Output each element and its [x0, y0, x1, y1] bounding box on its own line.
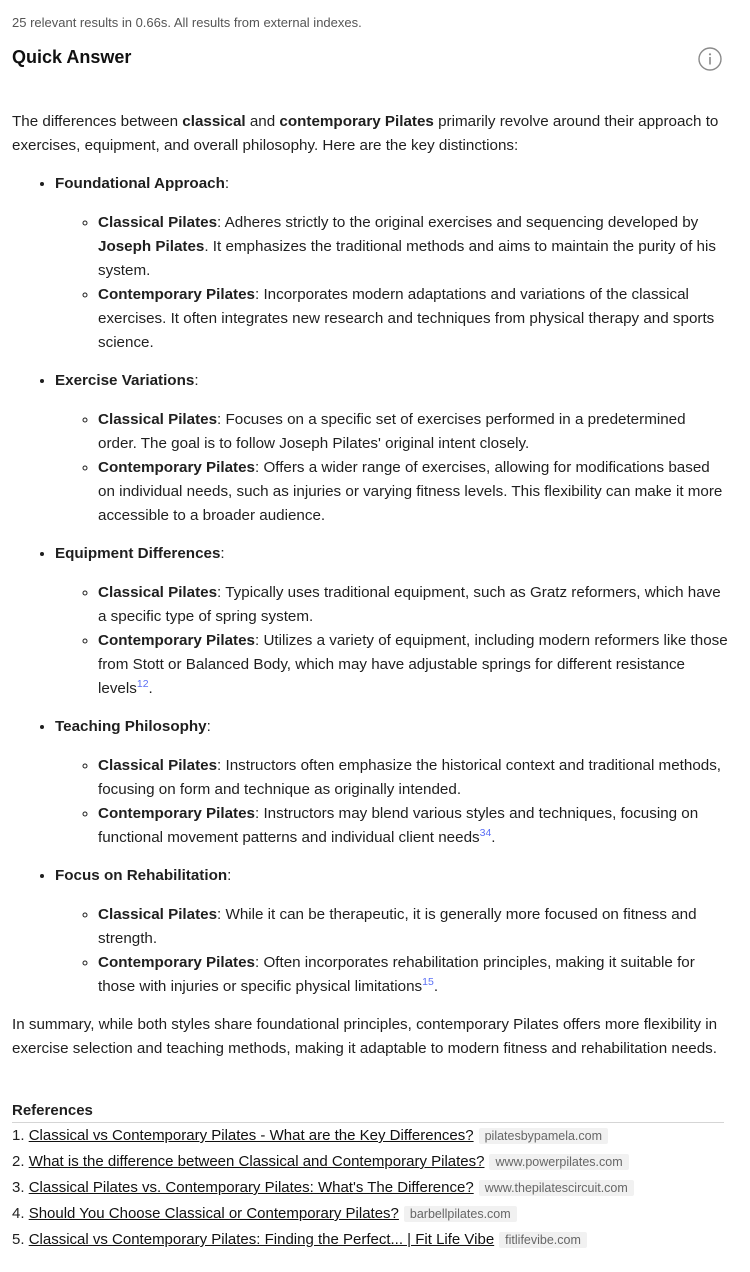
classical-point: ◦ Classical Pilates: While it can be therapeutic, it is generally more focused on fitness and strength.: [98, 903, 728, 951]
reference-item: 5. Classical vs Contemporary Pilates: Finding the Perfect... | Fit Life Vibe fitlifevibe.com: [12, 1227, 724, 1253]
references-section: [12, 1102, 724, 1253]
section-exercise-variations: • Exercise Variations: ◦ Classical Pilates: Focuses on a specific set of exercises performed in a predetermined order. The goal is to follow Joseph Pilates' original intent closely. ◦ Contemporary Pilates: Offers a wider range of exercises, allowing for modifications based on individual needs, such as injuries or varying fitness levels. This flexibility can make it more accessible to a broader audience.: [55, 369, 728, 528]
citation-link[interactable]: 1: [422, 976, 428, 988]
reference-link[interactable]: Should You Choose Classical or Contemporary Pilates?: [28, 1205, 399, 1222]
classical-point: ◦ Classical Pilates: Instructors often emphasize the historical context and traditional methods, focusing on form and technique as originally intended.: [98, 754, 728, 802]
citation-link[interactable]: 3: [479, 827, 486, 839]
reference-domain: www.thepilatescircuit.com: [479, 1180, 634, 1196]
reference-link[interactable]: Classical vs Contemporary Pilates: Finding the Perfect... | Fit Life Vibe: [28, 1231, 495, 1248]
distinctions-list: [12, 172, 728, 999]
citation-link[interactable]: 2: [142, 678, 149, 690]
contemporary-point: ◦ Contemporary Pilates: Utilizes a variety of equipment, including modern reformers like those from Stott or Balanced Body, which may have adjustable springs for different resistance levels$^{12}$.: [98, 629, 728, 701]
reference-domain: barbellpilates.com: [404, 1206, 517, 1222]
reference-domain: fitlifevibe.com: [499, 1232, 587, 1248]
contemporary-point: ◦ Contemporary Pilates: Offers a wider range of exercises, allowing for modifications based on individual needs, such as injuries or varying fitness levels. This flexibility can make it more accessible to a broader audience.: [98, 456, 728, 528]
contemporary-point: ◦ Contemporary Pilates: Incorporates modern adaptations and variations of the classical exercises. It often integrates new research and techniques from physical therapy and sports science.: [98, 283, 728, 355]
contemporary-point: ◦ Contemporary Pilates: Instructors may blend various styles and techniques, focusing on functional movement patterns and individual client needs$^{34}$.: [98, 802, 728, 850]
reference-link[interactable]: Classical Pilates vs. Contemporary Pilates: What's The Difference?: [28, 1179, 474, 1196]
intro-paragraph: The differences between classical and contemporary Pilates primarily revolve around their approach to exercises, equipment, and overall philosophy. Here are the key distinctions:: [12, 113, 719, 154]
reference-item: 4. Should You Choose Classical or Contemporary Pilates? barbellpilates.com: [12, 1201, 724, 1227]
reference-item: 3. Classical Pilates vs. Contemporary Pilates: What's The Difference? www.thepilatescircuit.com: [12, 1175, 724, 1201]
classical-point: ◦ Classical Pilates: Focuses on a specific set of exercises performed in a predetermined order. The goal is to follow Joseph Pilates' original intent closely.: [98, 408, 728, 456]
section-equipment-differences: • Equipment Differences: ◦ Classical Pilates: Typically uses traditional equipment, such as Gratz reformers, which have a specific type of spring system. ◦ Contemporary Pilates: Utilizes a variety of equipment, including modern reformers like those from Stott or Balanced Body, which may have adjustable springs for different resistance levels$^{12}$.: [55, 542, 728, 701]
reference-item: 1. Classical vs Contemporary Pilates - What are the Key Differences? pilatesbypamela.com: [12, 1123, 724, 1149]
section-focus-on-rehabilitation: • Focus on Rehabilitation: ◦ Classical Pilates: While it can be therapeutic, it is generally more focused on fitness and strength. ◦ Contemporary Pilates: Often incorporates rehabilitation principles, making it suitable for those with injuries or specific physical limitations$^{15}$.: [55, 864, 728, 999]
classical-point: ◦ Classical Pilates: Adheres strictly to the original exercises and sequencing developed by Joseph Pilates. It emphasizes the traditional methods and aims to maintain the purity of his system.: [98, 211, 728, 283]
quick-answer-body: [12, 110, 728, 1061]
results-meta: 25 relevant results in 0.66s. All results from external indexes.: [12, 15, 362, 30]
info-icon[interactable]: [698, 47, 722, 71]
reference-domain: www.powerpilates.com: [489, 1154, 628, 1170]
citation-link[interactable]: 5: [427, 976, 434, 988]
reference-link[interactable]: What is the difference between Classical and Contemporary Pilates?: [28, 1153, 485, 1170]
contemporary-point: ◦ Contemporary Pilates: Often incorporates rehabilitation principles, making it suitable for those with injuries or specific physical limitations$^{15}$.: [98, 951, 728, 999]
classical-point: ◦ Classical Pilates: Typically uses traditional equipment, such as Gratz reformers, which have a specific type of spring system.: [98, 581, 728, 629]
citation-link[interactable]: 1: [136, 678, 143, 690]
section-teaching-philosophy: • Teaching Philosophy: ◦ Classical Pilates: Instructors often emphasize the historical context and traditional methods, focusing on form and technique as originally intended. ◦ Contemporary Pilates: Instructors may blend various styles and techniques, focusing on functional movement patterns and individual client needs$^{34}$.: [55, 715, 728, 850]
citation-link[interactable]: 4: [485, 827, 492, 839]
reference-link[interactable]: Classical vs Contemporary Pilates - What are the Key Differences?: [28, 1127, 474, 1144]
references-title: References: [12, 1102, 724, 1123]
reference-domain: pilatesbypamela.com: [479, 1128, 608, 1144]
reference-item: 2. What is the difference between Classical and Contemporary Pilates? www.powerpilates.com: [12, 1149, 724, 1175]
quick-answer-title: Quick Answer: [12, 47, 132, 67]
section-foundational-approach: • Foundational Approach: ◦ Classical Pilates: Adheres strictly to the original exercises and sequencing developed by Joseph Pilates. It emphasizes the traditional methods and aims to maintain the purity of his system. ◦ Contemporary Pilates: Incorporates modern adaptations and variations of the classical exercises. It often integrates new research and techniques from physical therapy and sports science.: [55, 172, 728, 355]
summary-paragraph: In summary, while both styles share foundational principles, contemporary Pilates offers more flexibility in exercise selection and teaching methods, making it adaptable to modern fitness and rehabilitation needs.: [12, 1016, 718, 1057]
